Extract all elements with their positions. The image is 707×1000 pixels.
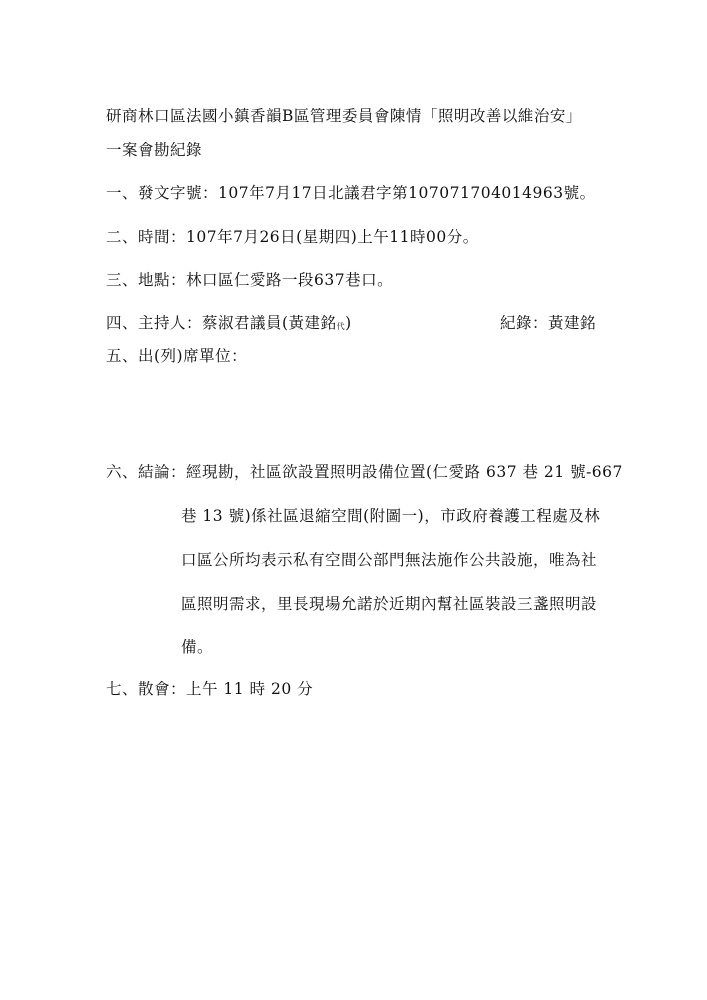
- item-time: 二、時間：107年7月26日(星期四)上午11時00分。: [106, 228, 479, 246]
- item-adjournment: 七、散會：上午 11 時 20 分: [106, 680, 314, 698]
- conclusion-line-3: 口區公所均表示私有空間公部門無法施作公共設施，唯為社: [181, 551, 598, 569]
- recorder: 紀錄：黃建銘: [500, 314, 597, 332]
- item-attendees: 五、出(列)席單位：: [106, 347, 248, 365]
- conclusion-line-2: 巷 13 號)係社區退縮空間(附圖一)，市政府養護工程處及林: [181, 507, 601, 525]
- host-proxy-mark: 代: [336, 322, 346, 331]
- item-host: [106, 313, 352, 337]
- item-document-number: 一、發文字號：107年7月17日北議君字第107071704014963號。: [106, 184, 596, 202]
- item-location: 三、地點：林口區仁愛路一段637巷口。: [106, 271, 394, 289]
- host-close-paren: ): [345, 314, 352, 332]
- document-title-line-1: 研商林口區法國小鎮香韻B區管理委員會陳情「照明改善以維治安」: [106, 107, 582, 125]
- document-title-line-2: 一案會勘紀錄: [106, 141, 203, 159]
- host-text: 四、主持人：蔡淑君議員(黃建銘: [106, 314, 337, 332]
- item-conclusion: 六、結論：經現勘，社區欲設置照明設備位置(仁愛路 637 巷 21 號-667: [106, 463, 623, 481]
- conclusion-line-5: 備。: [181, 638, 214, 656]
- conclusion-line-4: 區照明需求，里長現場允諾於近期內幫社區裝設三盞照明設: [181, 595, 598, 613]
